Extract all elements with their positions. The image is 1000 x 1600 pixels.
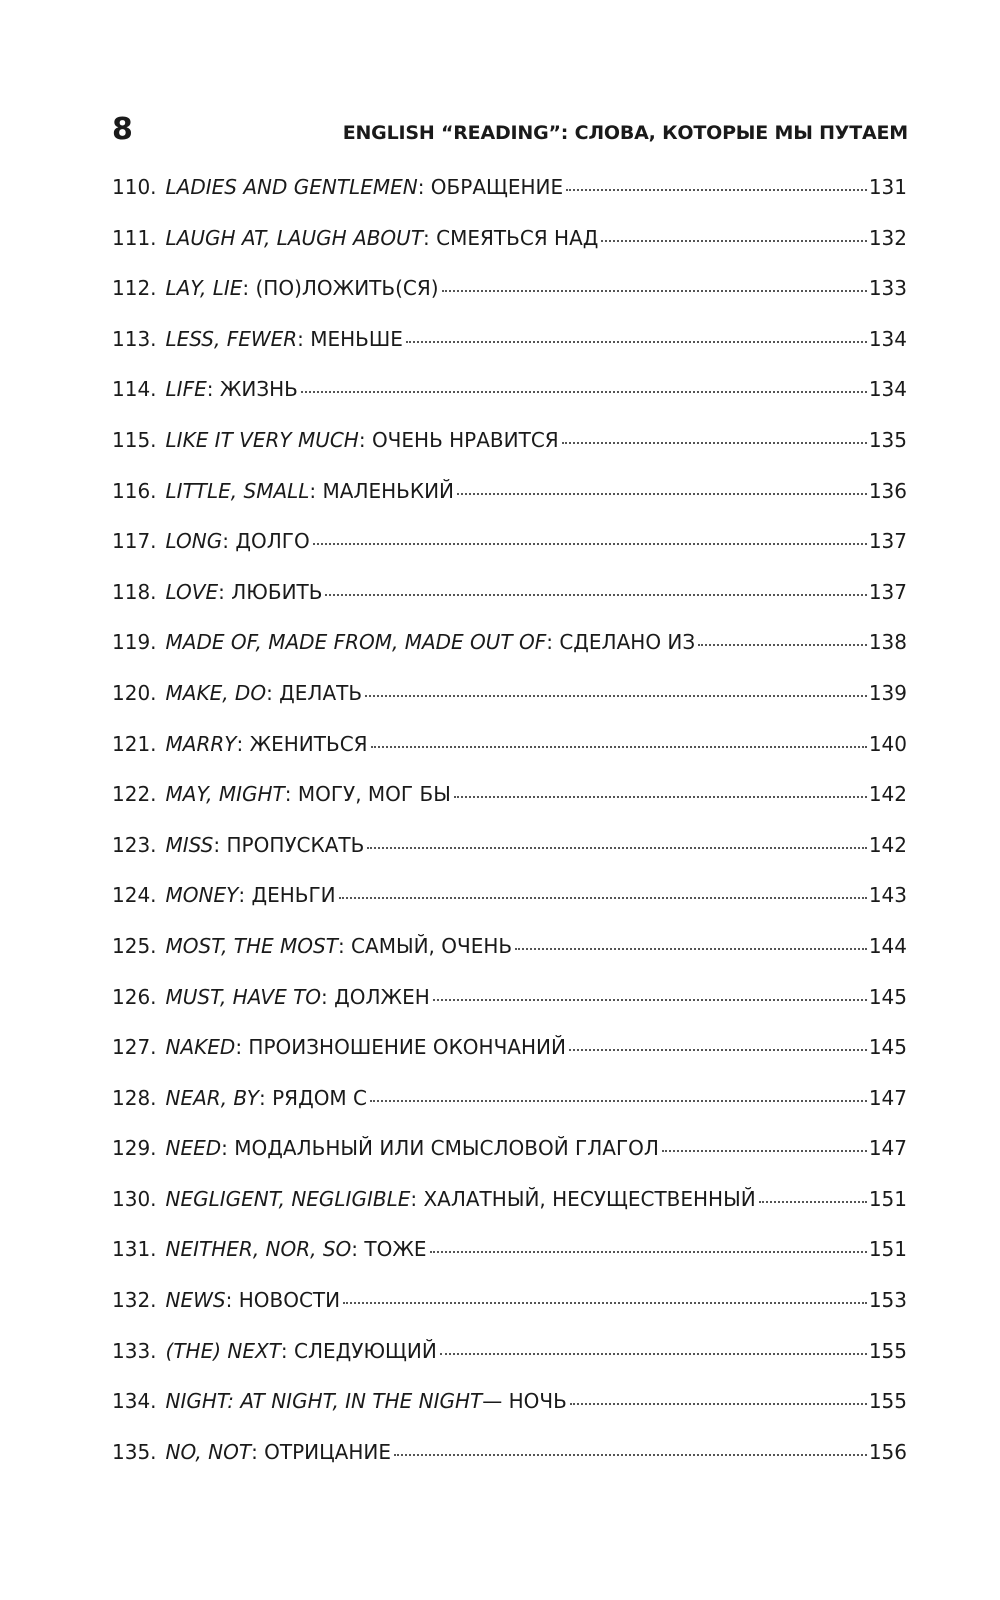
toc-entry[interactable] [112, 377, 907, 428]
dot-leader [343, 1301, 867, 1304]
toc-entry-page: 136 [868, 478, 907, 503]
toc-entry-number: 128. [112, 1085, 157, 1110]
dot-leader [515, 947, 867, 950]
toc-entry-term: NEWS [165, 1288, 226, 1313]
toc-entry-gloss: : СЛЕДУЮЩИЙ [280, 1338, 437, 1363]
toc-entry-number: 111. [112, 225, 157, 250]
dot-leader [662, 1149, 867, 1152]
toc-entry-page: 137 [868, 529, 907, 554]
toc-entry-term: LAY, LIE [165, 276, 243, 301]
toc-entry-term: LIKE IT VERY MUCH [165, 427, 359, 452]
toc-entry-term: NEAR, BY [165, 1085, 260, 1110]
toc-entry-number: 133. [112, 1338, 157, 1363]
dot-leader [430, 1250, 867, 1253]
toc-entry[interactable] [112, 1086, 907, 1137]
toc-entry-term: MOST, THE MOST [165, 933, 338, 958]
toc-entry-page: 153 [868, 1288, 907, 1313]
toc-entry-gloss: : ПРОПУСКАТЬ [213, 832, 365, 857]
toc-entry-term: (THE) NEXT [165, 1338, 281, 1363]
toc-entry-page: 147 [868, 1085, 907, 1110]
toc-entry-term: MAKE, DO [165, 680, 267, 705]
toc-entry[interactable] [112, 1237, 907, 1288]
toc-entry-number: 130. [112, 1186, 157, 1211]
toc-entry-page: 133 [868, 276, 907, 301]
toc-entry-term: LITTLE, SMALL [165, 478, 310, 503]
dot-leader [566, 188, 867, 191]
toc-entry[interactable] [112, 1035, 907, 1086]
toc-entry-gloss: : ТОЖЕ [351, 1237, 427, 1262]
toc-entry[interactable] [112, 175, 907, 226]
page-number: 8 [112, 112, 133, 147]
toc-entry[interactable] [112, 1187, 907, 1238]
dot-leader [365, 694, 867, 697]
dot-leader [325, 593, 866, 596]
toc-entry[interactable] [112, 985, 907, 1036]
toc-entry-gloss: : ПРОИЗНОШЕНИЕ ОКОНЧАНИЙ [235, 1035, 566, 1060]
toc-entry-gloss: : НОВОСТИ [225, 1288, 341, 1313]
toc-entry-page: 137 [868, 579, 907, 604]
toc-entry-number: 124. [112, 883, 157, 908]
toc-entry-page: 156 [868, 1439, 907, 1464]
toc-entry-number: 116. [112, 478, 157, 503]
dot-leader [562, 441, 867, 444]
toc-entry-page: 132 [868, 225, 907, 250]
toc-entry[interactable] [112, 1440, 907, 1491]
dot-leader [759, 1200, 867, 1203]
toc-entry-term: MARRY [165, 731, 237, 756]
toc-entry-gloss: : МЕНЬШЕ [297, 326, 403, 351]
dot-leader [569, 1048, 867, 1051]
toc-entry-page: 134 [868, 326, 907, 351]
toc-entry-number: 113. [112, 326, 157, 351]
toc-entry[interactable] [112, 630, 907, 681]
dot-leader [698, 643, 867, 646]
toc-entry-gloss: : РЯДОМ С [259, 1085, 368, 1110]
toc-entry-number: 115. [112, 427, 157, 452]
toc-entry-gloss: : ДОЛГО [222, 529, 310, 554]
dot-leader [454, 795, 867, 798]
toc-entry-number: 110. [112, 175, 157, 199]
toc-entry-page: 147 [868, 1136, 907, 1161]
dot-leader [442, 289, 867, 292]
dot-leader [301, 390, 867, 393]
toc-entry-gloss: — НОЧЬ [482, 1389, 567, 1414]
toc-entry-number: 125. [112, 933, 157, 958]
toc-entry[interactable] [112, 529, 907, 580]
toc-entry-term: MUST, HAVE TO [165, 984, 322, 1009]
toc-entry-gloss: : МОГУ, МОГ БЫ [284, 782, 451, 807]
toc-entry-number: 132. [112, 1288, 157, 1313]
toc-entry[interactable] [112, 1136, 907, 1187]
dot-leader [570, 1402, 867, 1405]
dot-leader [406, 340, 867, 343]
toc-entry[interactable] [112, 1288, 907, 1339]
toc-entry-gloss: : СМЕЯТЬСЯ НАД [423, 225, 599, 250]
toc-entry-term: LIFE [165, 377, 207, 402]
toc-entry-number: 127. [112, 1035, 157, 1060]
dot-leader [601, 239, 866, 242]
dot-leader [339, 896, 867, 899]
toc-entry-term: LONG [165, 529, 223, 554]
toc-entry-page: 155 [868, 1338, 907, 1363]
dot-leader [370, 1099, 867, 1102]
toc-entry-term: NEGLIGENT, NEGLIGIBLE [165, 1186, 411, 1211]
toc-entry[interactable] [112, 883, 907, 934]
toc-entry[interactable] [112, 428, 907, 479]
book-title: ENGLISH “READING”: СЛОВА, КОТОРЫЕ МЫ ПУТАЕМ [342, 122, 908, 144]
toc-entry-page: 151 [868, 1237, 907, 1262]
toc-entry-page: 145 [868, 1035, 907, 1060]
toc-entry-gloss: : ДОЛЖЕН [321, 984, 430, 1009]
toc-entry[interactable] [112, 782, 907, 833]
dot-leader [367, 846, 866, 849]
toc-entry-number: 134. [112, 1389, 157, 1414]
toc-entry-page: 138 [868, 630, 907, 655]
toc-entry-term: LOVE [165, 579, 219, 604]
toc-entry-term: NAKED [165, 1035, 236, 1060]
dot-leader [313, 542, 867, 545]
dot-leader [457, 492, 867, 495]
toc-entry-term: NIGHT: AT NIGHT, IN THE NIGHT [165, 1389, 483, 1414]
toc-entry-gloss: : МАЛЕНЬКИЙ [309, 478, 455, 503]
toc-entry-page: 134 [868, 377, 907, 402]
toc-entry[interactable] [112, 833, 907, 884]
toc-entry-page: 135 [868, 427, 907, 452]
table-of-contents [112, 175, 907, 1490]
toc-entry-term: MONEY [165, 883, 239, 908]
toc-entry-number: 131. [112, 1237, 157, 1262]
toc-entry-gloss: : ЖЕНИТЬСЯ [236, 731, 368, 756]
toc-entry-gloss: : ХАЛАТНЫЙ, НЕСУЩЕСТВЕННЫЙ [410, 1186, 756, 1211]
toc-entry-term: LADIES AND GENTLEMEN [165, 175, 418, 199]
toc-entry-number: 126. [112, 984, 157, 1009]
toc-entry[interactable] [112, 580, 907, 631]
toc-entry-number: 135. [112, 1439, 157, 1464]
toc-entry-page: 143 [868, 883, 907, 908]
toc-entry[interactable] [112, 1389, 907, 1440]
toc-entry-term: MADE OF, MADE FROM, MADE OUT OF [165, 630, 547, 655]
toc-entry[interactable] [112, 327, 907, 378]
toc-entry-page: 142 [868, 782, 907, 807]
toc-entry-page: 151 [868, 1186, 907, 1211]
toc-entry-gloss: : СДЕЛАНО ИЗ [546, 630, 696, 655]
toc-entry-gloss: : ОЧЕНЬ НРАВИТСЯ [358, 427, 559, 452]
toc-entry[interactable] [112, 934, 907, 985]
toc-entry-page: 142 [868, 832, 907, 857]
toc-entry-number: 117. [112, 529, 157, 554]
toc-entry-term: MAY, MIGHT [165, 782, 285, 807]
toc-entry-term: NO, NOT [165, 1439, 252, 1464]
toc-entry-number: 119. [112, 630, 157, 655]
toc-entry-term: NEITHER, NOR, SO [165, 1237, 352, 1262]
toc-entry-page: 131 [868, 175, 907, 199]
toc-entry-term: LESS, FEWER [165, 326, 298, 351]
running-head [112, 112, 908, 152]
toc-entry-gloss: : САМЫЙ, ОЧЕНЬ [337, 933, 513, 958]
toc-entry[interactable] [112, 479, 907, 530]
dot-leader [394, 1453, 867, 1456]
toc-entry-gloss: : (ПО)ЛОЖИТЬ(СЯ) [242, 276, 439, 301]
toc-entry-page: 139 [868, 680, 907, 705]
toc-entry-page: 145 [868, 984, 907, 1009]
toc-entry-number: 118. [112, 579, 157, 604]
toc-entry-page: 144 [868, 933, 907, 958]
toc-entry-term: NEED [165, 1136, 222, 1161]
dot-leader [440, 1352, 867, 1355]
toc-entry[interactable] [112, 1339, 907, 1390]
toc-entry-number: 121. [112, 731, 157, 756]
toc-entry-gloss: : ДЕНЬГИ [238, 883, 336, 908]
toc-entry-number: 129. [112, 1136, 157, 1161]
toc-entry-term: LAUGH AT, LAUGH ABOUT [165, 225, 424, 250]
toc-entry-gloss: : ОТРИЦАНИЕ [251, 1439, 391, 1464]
toc-entry-gloss: : ЖИЗНЬ [206, 377, 298, 402]
toc-entry-number: 120. [112, 680, 157, 705]
toc-entry-number: 114. [112, 377, 157, 402]
toc-entry-number: 122. [112, 782, 157, 807]
dot-leader [371, 745, 867, 748]
toc-entry-gloss: : МОДАЛЬНЫЙ ИЛИ СМЫСЛОВОЙ ГЛАГОЛ [221, 1136, 659, 1161]
toc-entry[interactable] [112, 276, 907, 327]
toc-entry-number: 112. [112, 276, 157, 301]
toc-entry-number: 123. [112, 832, 157, 857]
toc-entry[interactable] [112, 681, 907, 732]
toc-entry-gloss: : ЛЮБИТЬ [218, 579, 323, 604]
toc-entry-gloss: : ДЕЛАТЬ [266, 680, 363, 705]
toc-entry-page: 140 [868, 731, 907, 756]
toc-entry-page: 155 [868, 1389, 907, 1414]
toc-entry-term: MISS [165, 832, 214, 857]
dot-leader [433, 998, 867, 1001]
toc-entry-gloss: : ОБРАЩЕНИЕ [417, 175, 564, 199]
toc-entry[interactable] [112, 226, 907, 277]
toc-entry[interactable] [112, 732, 907, 783]
